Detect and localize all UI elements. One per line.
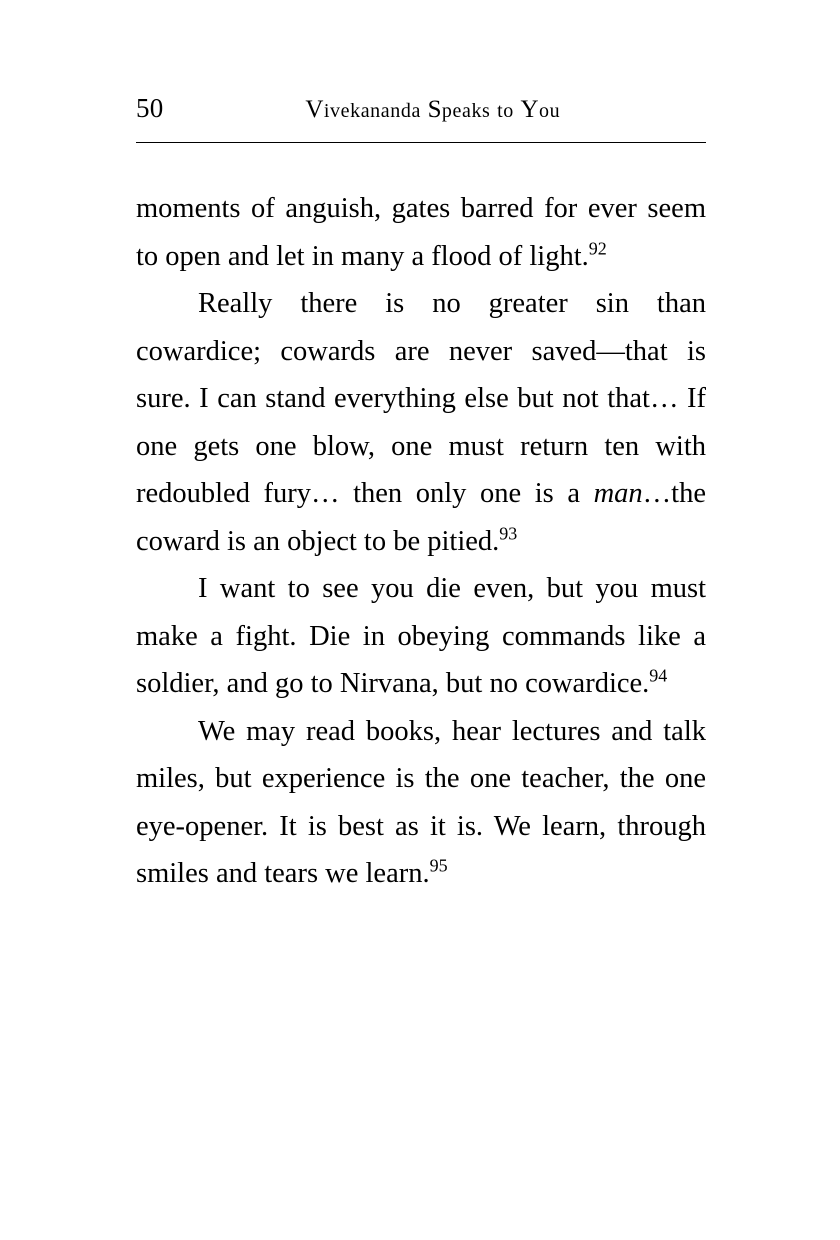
book-title-peaks: peaks xyxy=(441,100,491,122)
book-title-v: V xyxy=(305,96,324,123)
paragraph-4-text: We may read books, hear lectures and talk miles, but experience is the one teacher, the one eye-opener. It is best as it is. We learn, through smiles and tears we learn. xyxy=(136,715,706,889)
page-content xyxy=(136,95,706,898)
paragraph-2-text-part-2: …the coward is an object to be pitied. xyxy=(136,478,706,557)
book-title-ivekananda: ivekananda xyxy=(323,100,421,122)
paragraph-2 xyxy=(136,280,706,565)
paragraph-3 xyxy=(136,565,706,708)
paragraph-1-text: moments of anguish, gates barred for ever seem to open and let in many a flood of light. xyxy=(136,193,706,272)
book-title-s: S xyxy=(427,96,442,123)
paragraph-2-italic-word: man xyxy=(593,478,643,509)
footnote-marker-94: 94 xyxy=(649,665,668,686)
body-text xyxy=(136,185,706,898)
book-title-ou: ou xyxy=(539,100,561,122)
paragraph-1 xyxy=(136,185,706,280)
footnote-marker-92: 92 xyxy=(588,238,607,258)
page-number: 50 xyxy=(136,93,164,123)
running-head xyxy=(136,95,706,143)
paragraph-2-text-part-1: Really there is no greater sin than cowardice; cowards are never saved—that is sure. I can stand everything else but not that… If one gets one blow, one must return ten with redoubled fury… then only one is a xyxy=(136,288,706,509)
paragraph-3-text: I want to see you die even, but you must make a fight. Die in obeying commands like a soldier, and go to Nirvana, but no cowardice. xyxy=(136,573,706,699)
book-title-y: Y xyxy=(520,96,539,123)
footnote-marker-95: 95 xyxy=(429,855,448,876)
paragraph-4 xyxy=(136,708,706,898)
footnote-marker-93: 93 xyxy=(499,523,518,543)
book-title xyxy=(164,97,706,122)
book-title-to: to xyxy=(497,100,514,122)
